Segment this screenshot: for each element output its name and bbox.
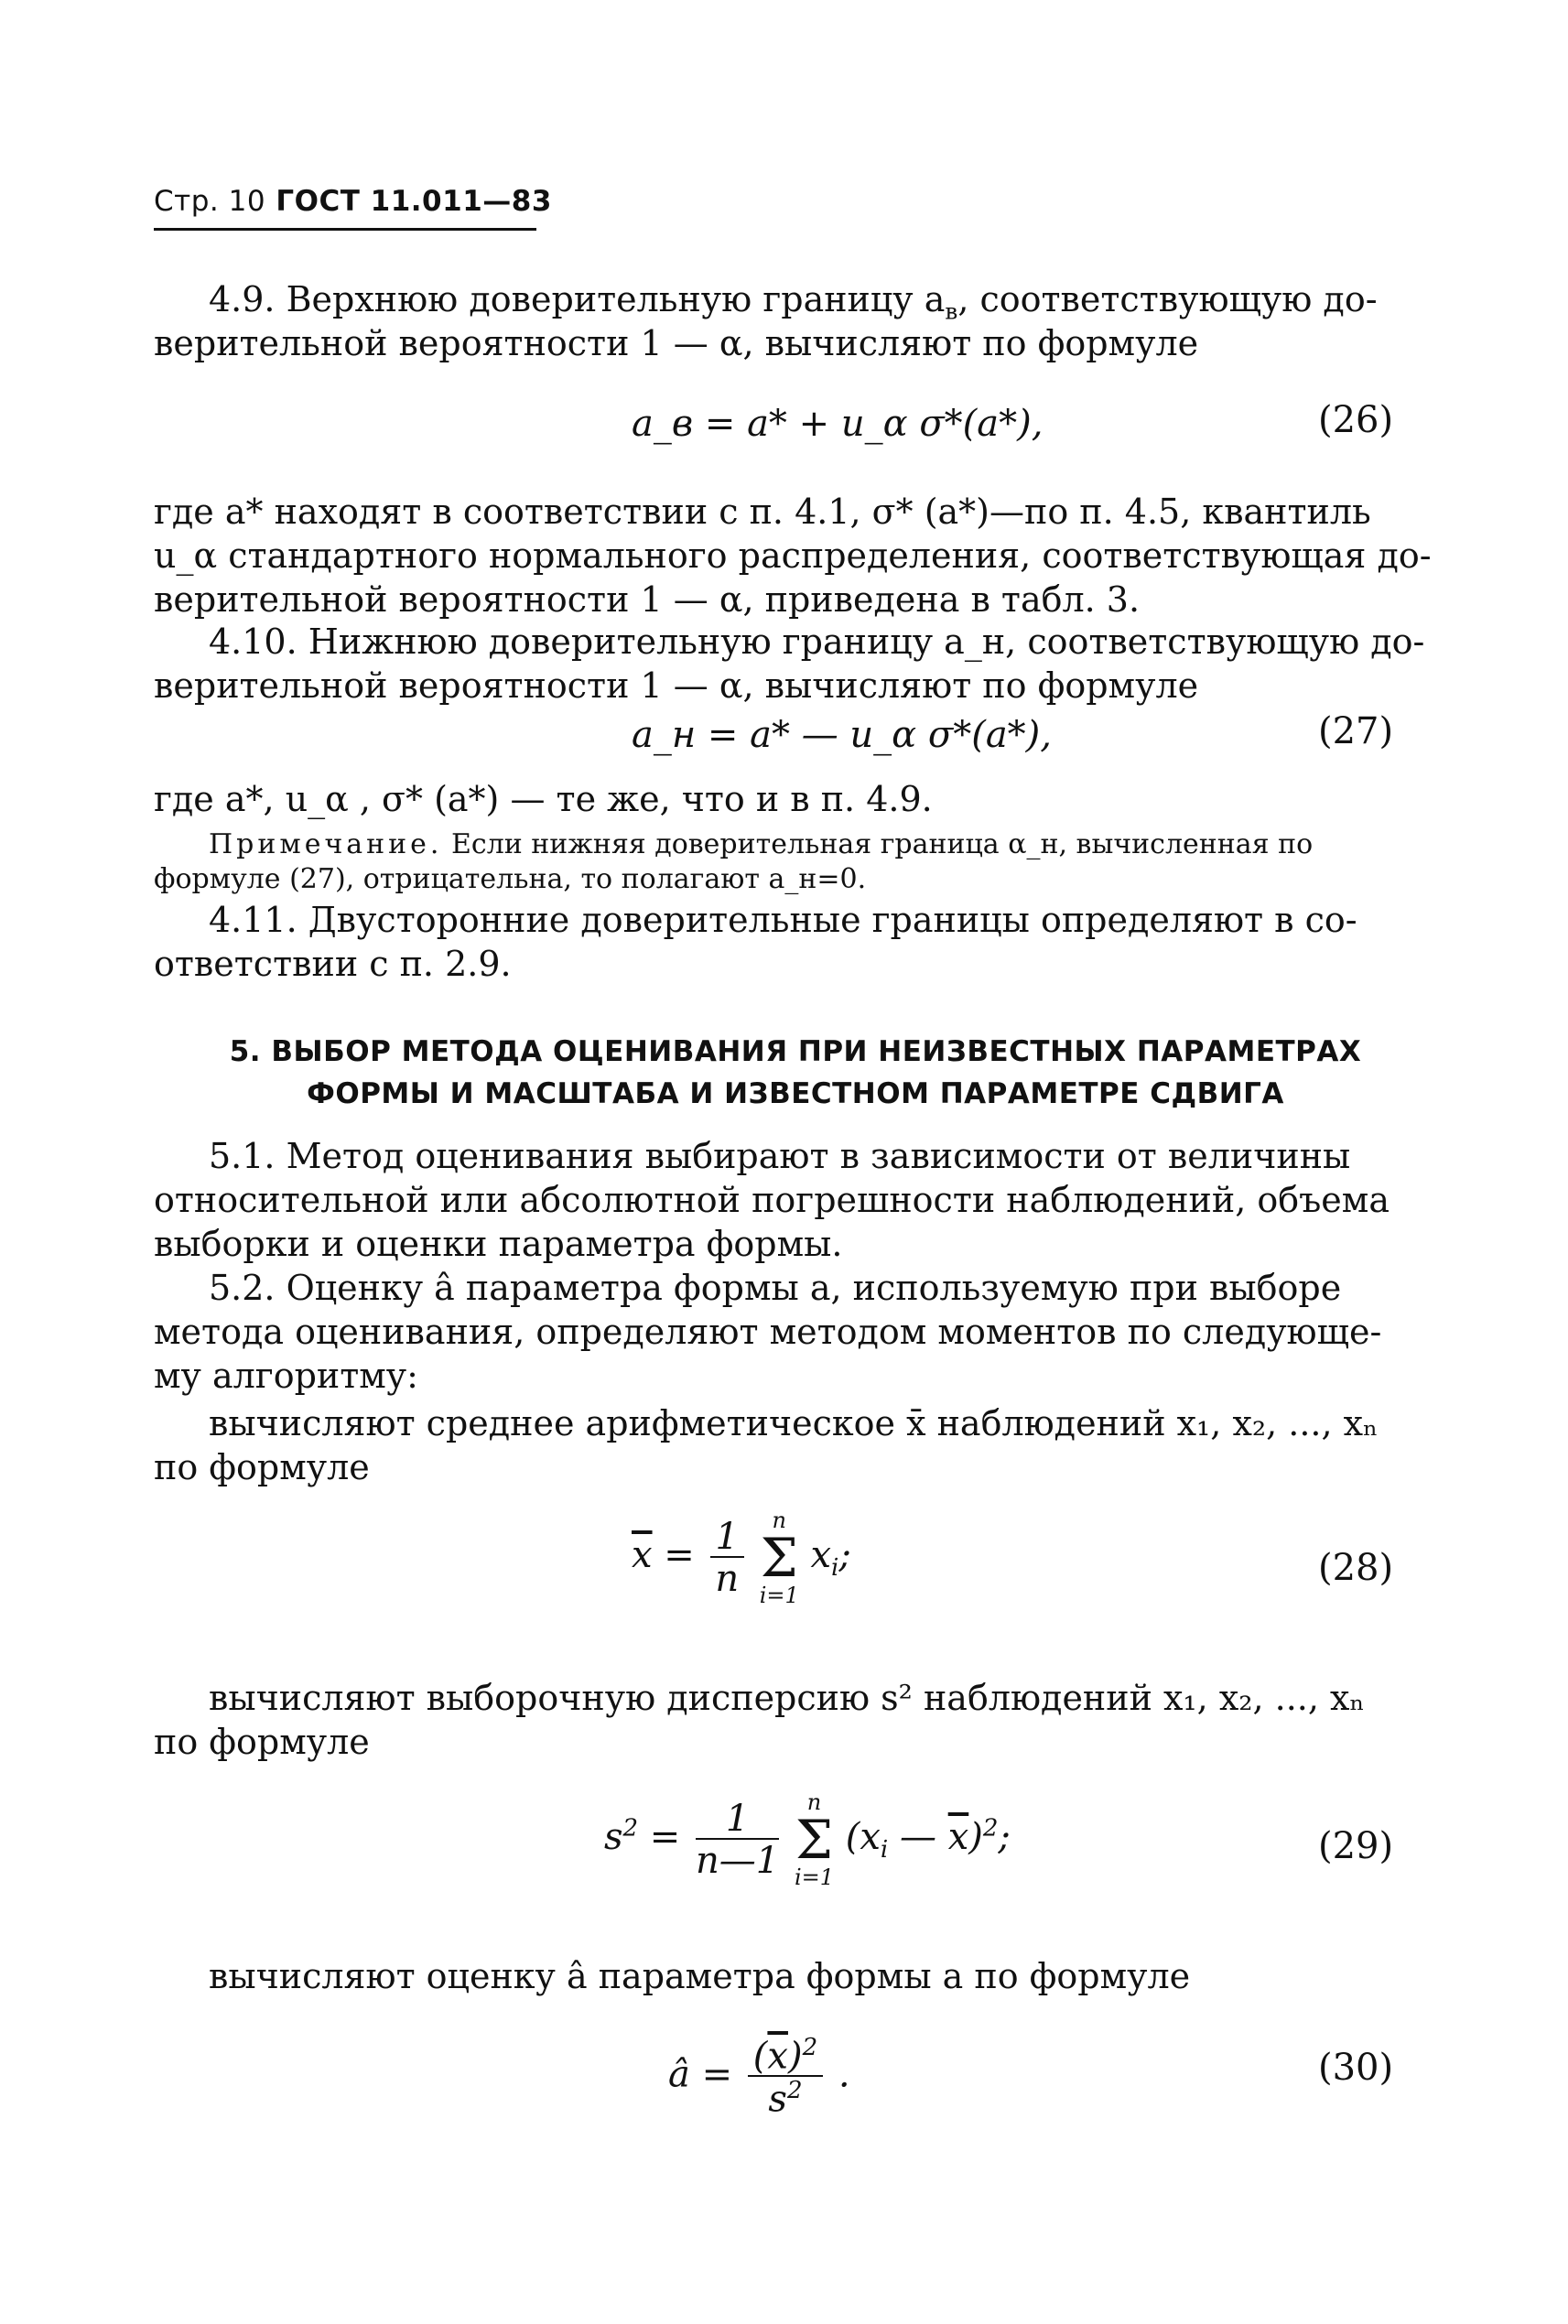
- p51-line1: 5.1. Метод оценивания выбирают в зависимости от величины: [209, 1136, 1351, 1176]
- p51-line3: выборки и оценки параметра формы.: [154, 1224, 843, 1264]
- formula-29: $s^2$ = $\frac{1}{n—1}$ n Σ i=1 ($x_i$ — $\overline{x})^2$;: [604, 1789, 1011, 1890]
- p49-line2: верительной вероятности 1 — α, вычисляют по формуле: [154, 323, 1199, 363]
- section-5-heading-line2: ФОРМЫ И МАСШТАБА И ИЗВЕСТНОМ ПАРАМЕТРЕ СДВИГА: [307, 1077, 1284, 1110]
- step1-line1: вычисляют среднее арифметическое x̄ наблюдений x₁, x₂, ..., xₙ: [209, 1403, 1379, 1443]
- step2-line1: вычисляют выборочную дисперсию s² наблюдений x₁, x₂, ..., xₙ: [209, 1678, 1365, 1718]
- p49-line1: 4.9. Верхнюю доверительную границу $a_в$, соответствующую до-: [209, 279, 1378, 325]
- formula-28: $\overline{x}$ = $\frac{1}{n}$ n Σ i=1 $x_i$;: [632, 1508, 851, 1608]
- step1-line2: по формуле: [154, 1447, 370, 1487]
- formula-28-fraction: $\frac{1}{n}$: [710, 1518, 744, 1598]
- formula-30-number: (30): [1318, 2047, 1394, 2089]
- p52-line3: му алгоритму:: [154, 1356, 418, 1396]
- formula-27: a_н = a* — u_α σ*(a*),: [632, 714, 1052, 756]
- step2-line2: по формуле: [154, 1722, 370, 1762]
- formula-26: a_в = a* + u_α σ*(a*),: [632, 403, 1044, 445]
- p411-line2: ответствии с п. 2.9.: [154, 944, 512, 984]
- note-label: Примечание.: [209, 828, 443, 860]
- p49b-line3: верительной вероятности 1 — α, приведена в табл. 3.: [154, 579, 1141, 620]
- p52-line1: 5.2. Оценку â параметра формы a, используемую при выборе: [209, 1268, 1342, 1308]
- section-5-heading-line1: 5. ВЫБОР МЕТОДА ОЦЕНИВАНИЯ ПРИ НЕИЗВЕСТНЫХ ПАРАМЕТРАХ: [229, 1035, 1362, 1068]
- formula-29-number: (29): [1318, 1825, 1394, 1867]
- p410-line2: верительной вероятности 1 — α, вычисляют по формуле: [154, 665, 1199, 706]
- p51-line2: относительной или абсолютной погрешности наблюдений, объема: [154, 1180, 1390, 1220]
- p52-line2: метода оценивания, определяют методом моментов по следующе-: [154, 1312, 1382, 1352]
- formula-28-sum: n Σ i=1: [759, 1508, 799, 1608]
- note-line1: Примечание. Если нижняя доверительная граница α_н, вычисленная по: [209, 828, 1314, 860]
- p410b-line1: где a*, u_α , σ* (a*) — те же, что и в п. 4.9.: [154, 779, 933, 819]
- formula-27-number: (27): [1318, 710, 1394, 752]
- p410-line1: 4.10. Нижнюю доверительную границу a_н, соответствующую до-: [209, 622, 1425, 662]
- standard-code: ГОСТ 11.011—83: [276, 185, 552, 218]
- p49b-line2: u_α стандартного нормального распределения, соответствующая до-: [154, 535, 1432, 576]
- formula-30: â = $\frac{(\overline{x})^2}{s^2}$ .: [668, 2034, 850, 2121]
- formula-29-sum: n Σ i=1: [794, 1789, 835, 1890]
- page-header: [154, 185, 552, 218]
- step3-line1: вычисляют оценку â параметра формы a по формуле: [209, 1956, 1191, 1996]
- formula-26-number: (26): [1318, 399, 1394, 441]
- header-rule: [154, 228, 536, 231]
- formula-30-fraction: $\frac{(\overline{x})^2}{s^2}$: [748, 2036, 823, 2119]
- p411-line1: 4.11. Двусторонние доверительные границы определяют в со-: [209, 900, 1357, 940]
- formula-28-number: (28): [1318, 1547, 1394, 1589]
- page-number: Стр. 10: [154, 185, 266, 218]
- note-line2: формуле (27), отрицательна, то полагают a_н=0.: [154, 863, 867, 895]
- formula-29-fraction: $\frac{1}{n—1}$: [696, 1798, 780, 1882]
- p49b-line1: где a* находят в соответствии с п. 4.1, σ* (a*)—по п. 4.5, квантиль: [154, 492, 1371, 532]
